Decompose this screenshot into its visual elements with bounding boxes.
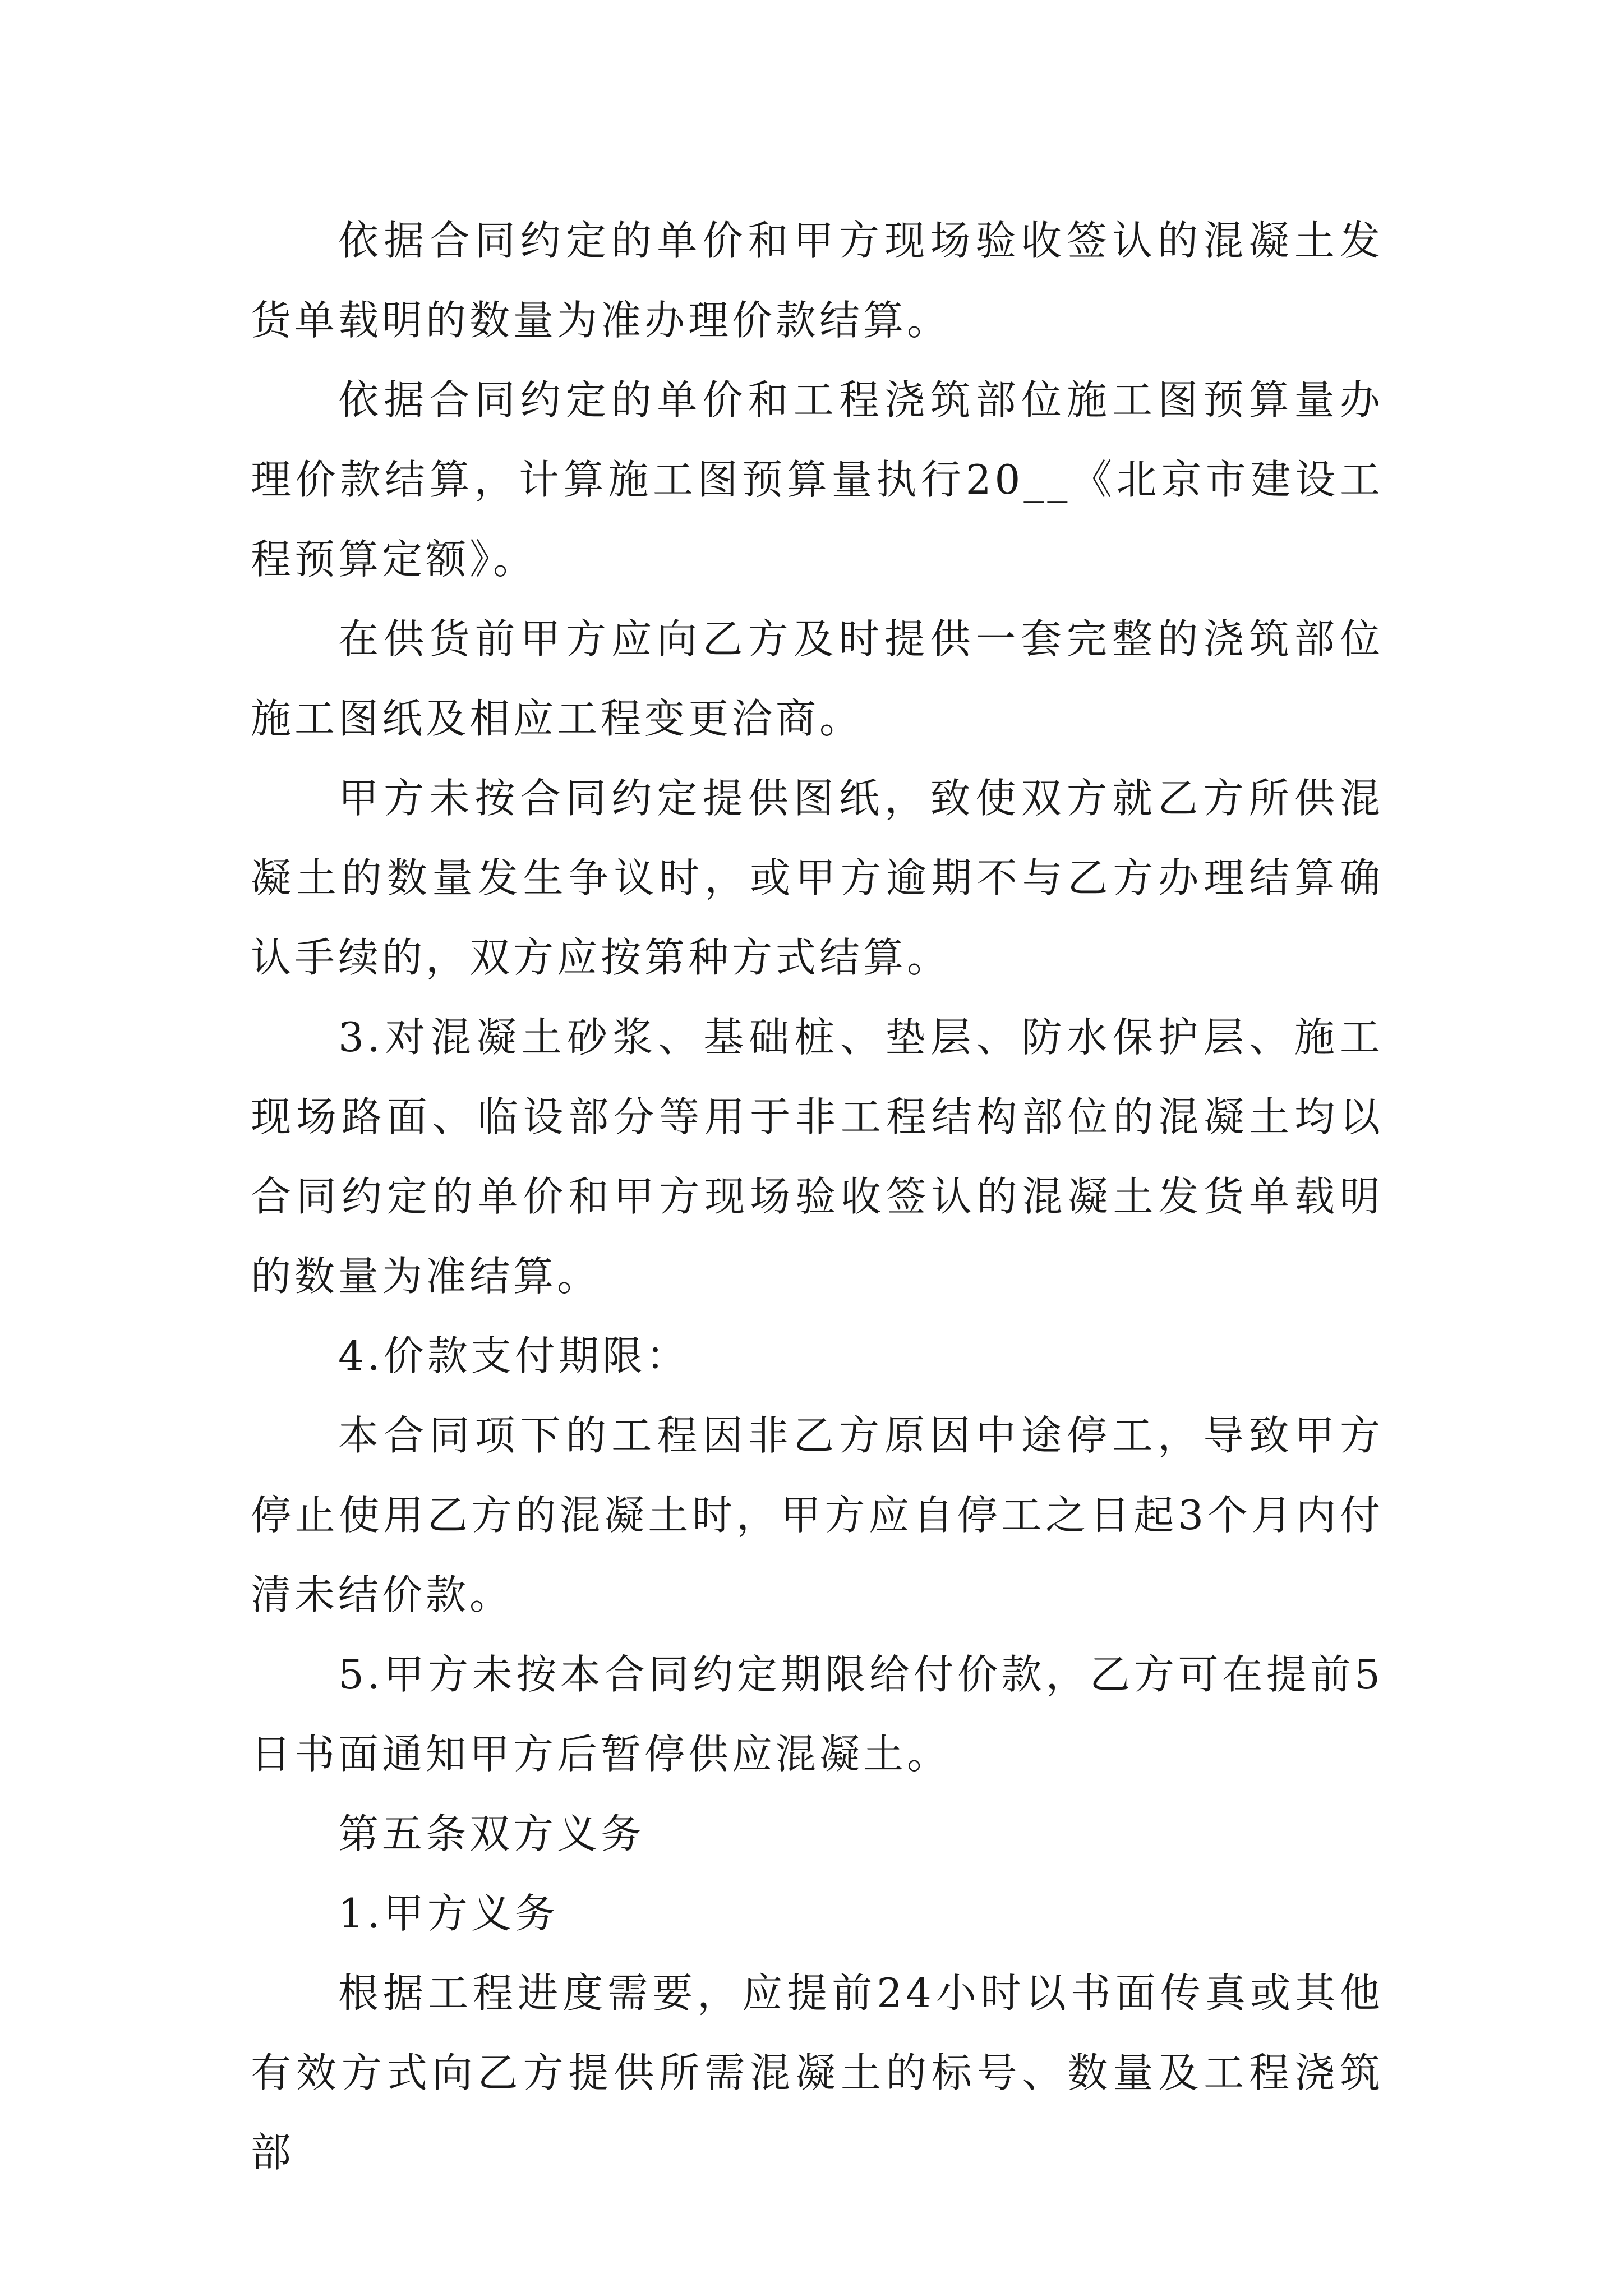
paragraph-clause-5: 5.甲方未按本合同约定期限给付价款，乙方可在提前5日书面通知甲方后暂停供应混凝土。: [251, 1651, 1384, 1778]
paragraph-work-stoppage: 本合同项下的工程因非乙方原因中途停工，导致甲方停止使用乙方的混凝土时，甲方应自停工之日起3个月内付清未结价款。: [251, 1412, 1384, 1618]
paragraph-dispute-settlement: 甲方未按合同约定提供图纸，致使双方就乙方所供混凝土的数量发生争议时，或甲方逾期不与乙方办理结算确认手续的，双方应按第种方式结算。: [251, 775, 1384, 981]
paragraph-clause-4-heading: 4.价款支付期限：: [338, 1332, 690, 1379]
paragraph-settlement-by-delivery-note: 依据合同约定的单价和甲方现场验收签认的混凝土发货单载明的数量为准办理价款结算。: [251, 217, 1384, 344]
paragraph-drawings-supply: 在供货前甲方应向乙方及时提供一套完整的浇筑部位施工图纸及相应工程变更洽商。: [251, 615, 1384, 742]
subheading-party-a-obligations: 1.甲方义务: [338, 1890, 559, 1937]
paragraph-advance-notice: 根据工程进度需要，应提前24小时以书面传真或其他有效方式向乙方提供所需混凝土的标号、数量及工程浇筑部: [251, 1970, 1384, 2176]
paragraph-settlement-by-budget: 依据合同约定的单价和工程浇筑部位施工图预算量办理价款结算，计算施工图预算量执行20__《北京市建设工程预算定额》。: [251, 376, 1384, 583]
paragraph-clause-3: 3.对混凝土砂浆、基础桩、垫层、防水保护层、施工现场路面、临设部分等用于非工程结构部位的混凝土均以合同约定的单价和甲方现场验收签认的混凝土发货单载明的数量为准结算。: [251, 1014, 1384, 1300]
document-body: [251, 201, 1384, 2192]
section-heading-article-5: 第五条双方义务: [338, 1810, 645, 1857]
